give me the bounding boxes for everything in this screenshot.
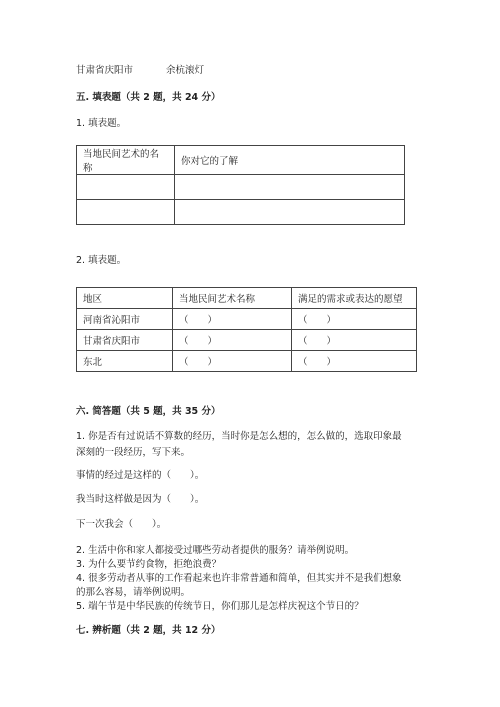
fill-blank-1: 事情的经过是这样的（ ）。: [76, 470, 205, 481]
table-5-1: [76, 145, 405, 225]
table-5-2-header-region: 地区: [77, 288, 173, 309]
question-6-1-line-1: 1. 你是否有过说话不算数的经历，当时你是怎么想的，怎么做的，选取印象最: [76, 431, 402, 442]
fill-blank-3: 下一次我会（ ）。: [76, 519, 167, 530]
section-5-heading: 五. 填表题（共 2 题，共 24 分）: [76, 92, 221, 103]
table-5-2-art-blank: （ ）: [173, 351, 292, 372]
table-5-1-cell: [77, 200, 175, 225]
question-6-3: 3. 为什么要节约食物，拒绝浪费？: [76, 559, 222, 570]
table-row: [77, 351, 417, 372]
question-6-4-line-1: 4. 很多劳动者从事的工作看起来也许非常普通和简单，但其实并不是我们想象: [76, 573, 402, 584]
table-5-2-header-art: 当地民间艺术名称: [173, 288, 292, 309]
table-row: [77, 330, 417, 351]
table-5-2-header-wish: 满足的需求或表达的愿望: [292, 288, 417, 309]
table-5-2-region: 河南省沁阳市: [77, 309, 173, 330]
table-5-2-region: 东北: [77, 351, 173, 372]
table-5-1-header-name: 当地民间艺术的名称: [77, 146, 175, 175]
table-5-1-cell: [175, 200, 405, 225]
section-7-heading: 七. 辨析题（共 2 题，共 12 分）: [76, 625, 221, 636]
question-5-1-label: 1. 填表题。: [76, 118, 127, 129]
table-5-2-wish-blank: （ ）: [292, 351, 417, 372]
table-5-1-cell: [77, 175, 175, 200]
table-5-1-cell: [175, 175, 405, 200]
top-line-right: 余杭滚灯: [166, 65, 205, 76]
table-5-1-header-understanding: 你对它的了解: [175, 146, 405, 175]
table-5-2-art-blank: （ ）: [173, 309, 292, 330]
top-line-left: 甘肃省庆阳市: [76, 65, 134, 76]
table-5-2-region: 甘肃省庆阳市: [77, 330, 173, 351]
question-6-1-line-2: 深刻的一段经历，写下来。: [76, 447, 191, 458]
table-5-2-wish-blank: （ ）: [292, 309, 417, 330]
table-row: [77, 309, 417, 330]
table-5-2-art-blank: （ ）: [173, 330, 292, 351]
question-6-5: 5. 端午节是中华民族的传统节日，你们那儿是怎样庆祝这个节日的？: [76, 601, 364, 612]
section-6-heading: 六. 简答题（共 5 题，共 35 分）: [76, 406, 221, 417]
question-6-2: 2. 生活中你和家人都接受过哪些劳动者提供的服务？请举例说明。: [76, 545, 355, 556]
question-5-2-label: 2. 填表题。: [76, 255, 127, 266]
fill-blank-2: 我当时这样做是因为（ ）。: [76, 494, 205, 505]
table-5-2: [76, 287, 417, 372]
table-5-2-wish-blank: （ ）: [292, 330, 417, 351]
question-6-4-line-2: 的那么容易，请举例说明。: [76, 587, 191, 598]
